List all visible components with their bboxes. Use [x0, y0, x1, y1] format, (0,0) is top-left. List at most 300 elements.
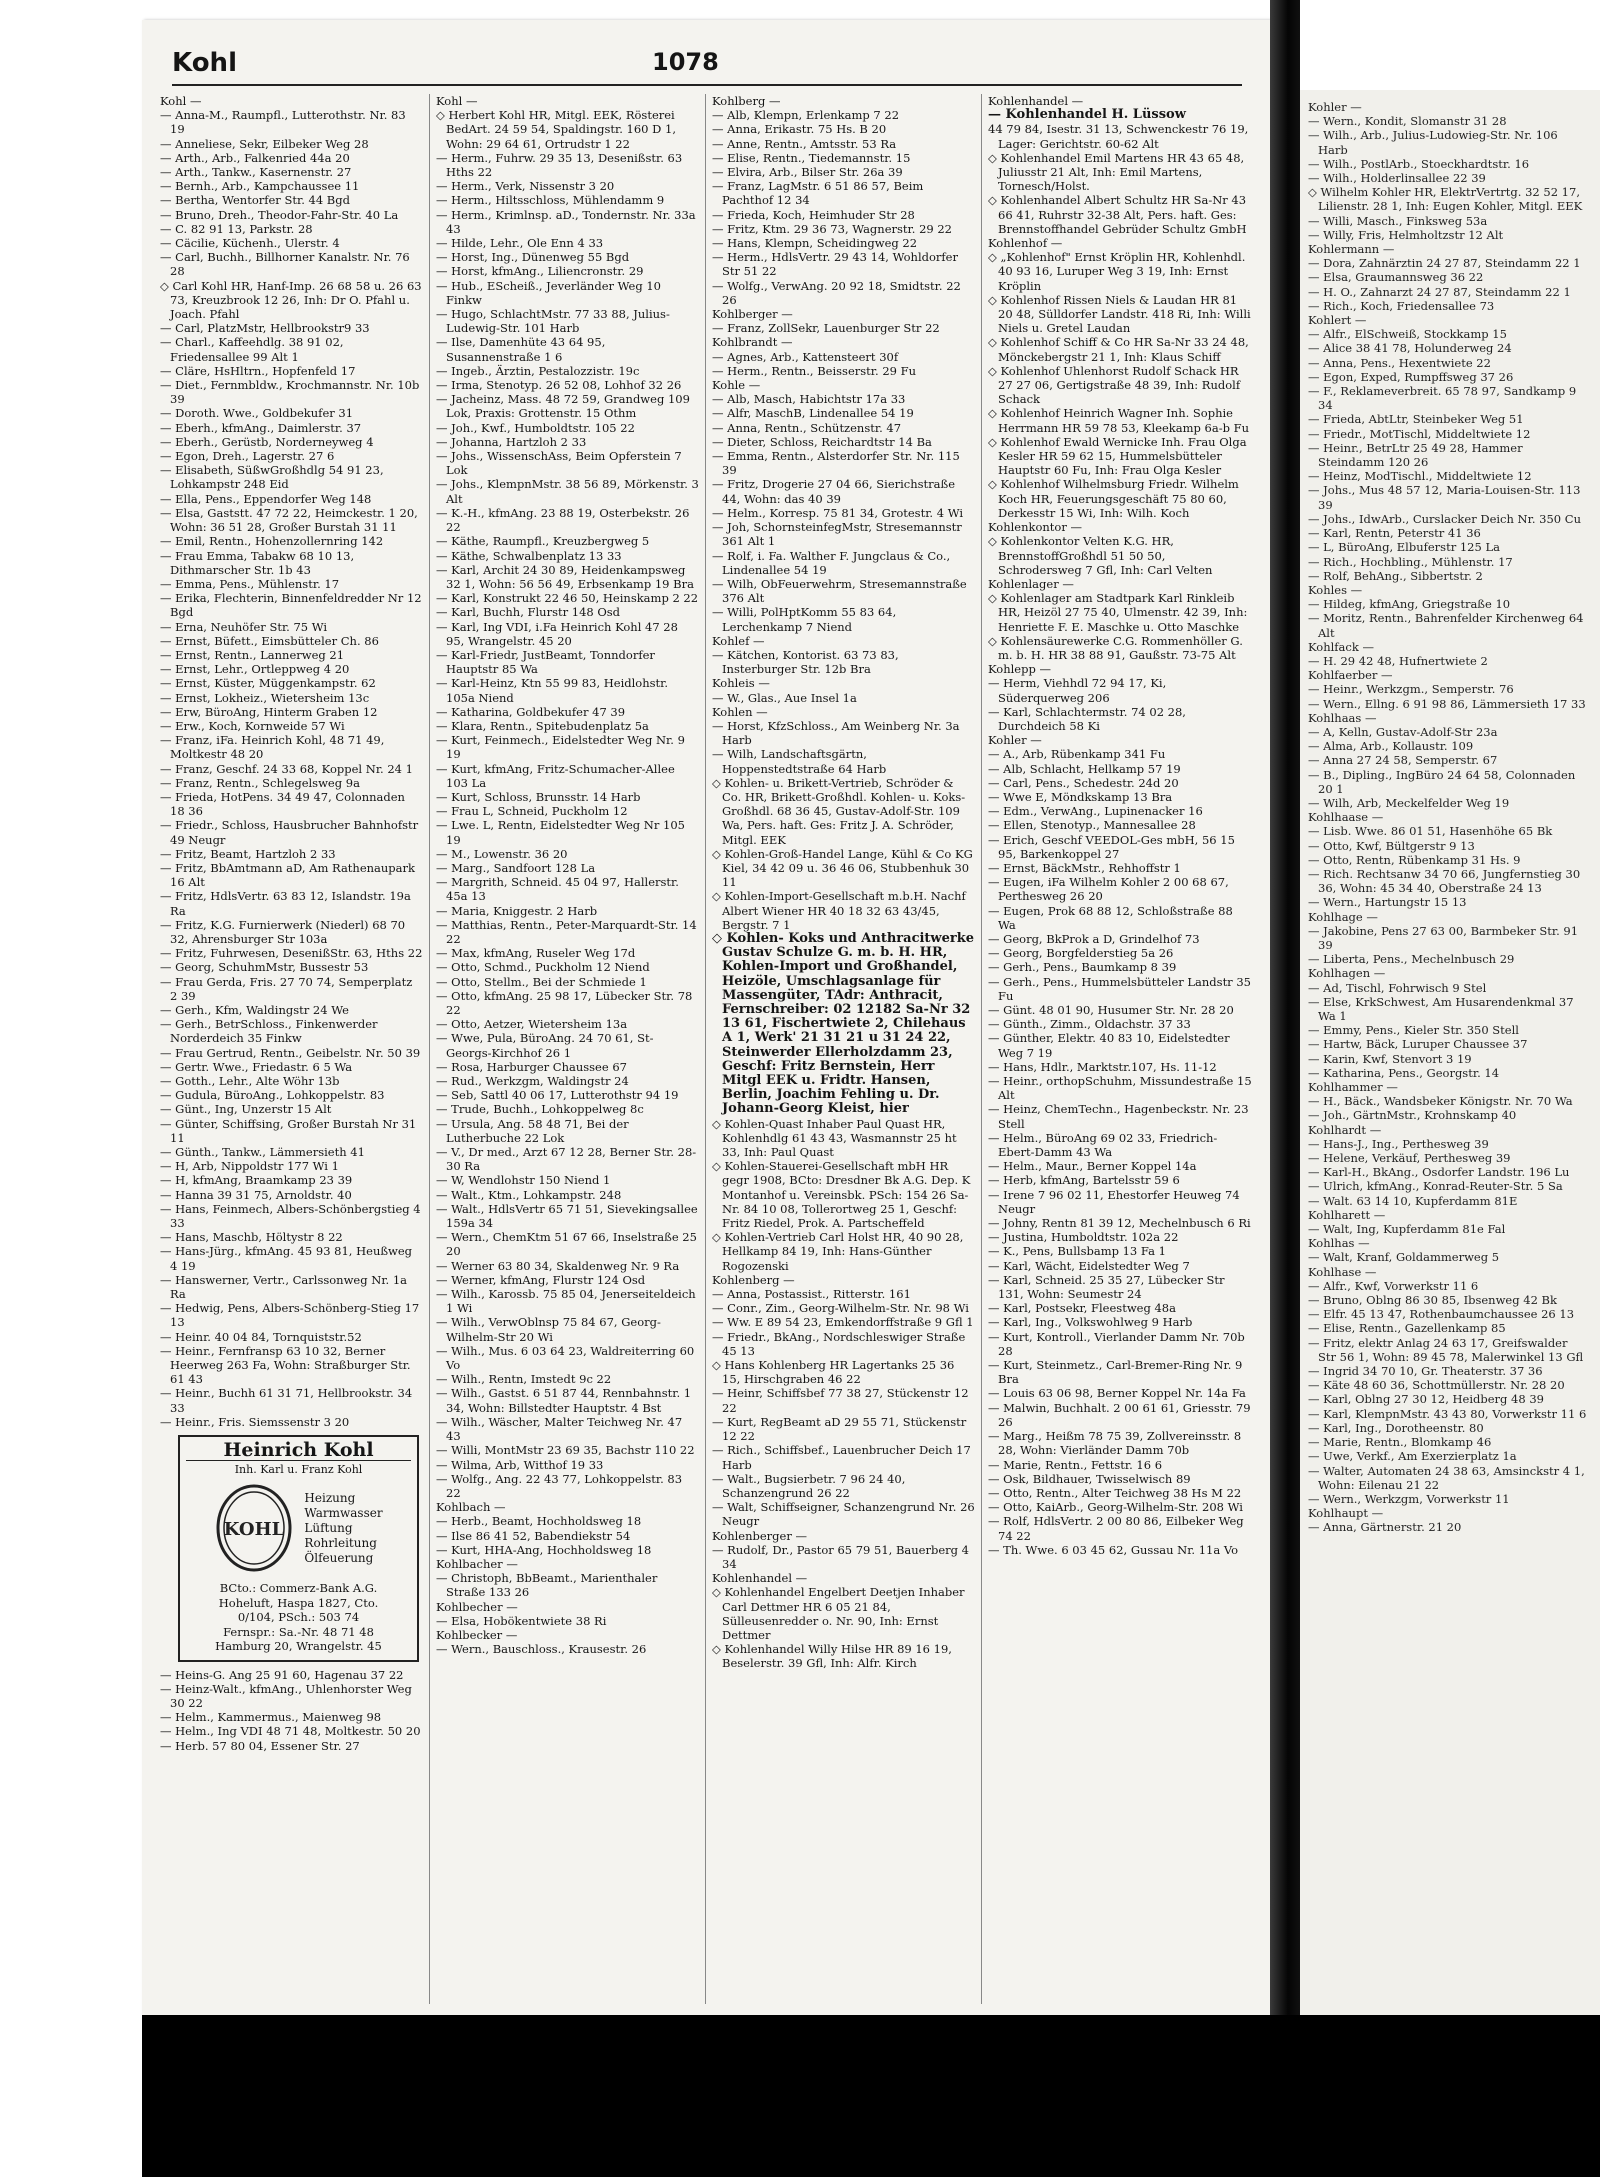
directory-entry: — Ernst, Küster, Müggenkampstr. 62 [160, 676, 376, 691]
directory-entry: — Th. Wwe. 6 03 45 62, Gussau Nr. 11a Vo [988, 1542, 1239, 1557]
directory-entry: — Wilh, ObFeuerwehrm, Stresemannstraße 376 Alt [712, 576, 967, 606]
business-listing: ◇ Kohlenhof Heinrich Wagner Inh. Sophie Herrmann HR 59 78 53, Kleekamp 6a-b Fu [988, 406, 1250, 435]
directory-entry: — Gertr. Wwe., Friedastr. 6 5 Wa [160, 1059, 353, 1074]
ad-bank-line: BCto.: Commerz-Bank A.G. [219, 1581, 378, 1596]
directory-entry: — Osk, Bildhauer, Twisselwisch 89 [988, 1471, 1191, 1486]
ad-service: Heizung [304, 1490, 356, 1505]
directory-entry: — Horst, Ing., Dünenweg 55 Bgd [436, 250, 630, 265]
directory-entry: — Ernst, Rentn., Lannerweg 21 [160, 647, 345, 662]
directory-entry: — F., Reklameverbreit. 65 78 97, Sandkamp 9 34 [1308, 384, 1577, 413]
directory-entry: — Wern., Bauschloss., Krausestr. 26 [436, 1642, 647, 1657]
directory-entry: — Kurt, Schloss, Brunsstr. 14 Harb [436, 789, 641, 804]
surname-heading: Kohlhas — [1308, 1236, 1370, 1251]
directory-entry: — Friedr., MotTischl, Middeltwiete 12 [1308, 426, 1531, 441]
directory-entry: — Ernst, Büfett., Eimsbütteler Ch. 86 [160, 633, 379, 648]
directory-entry: — Doroth. Wwe., Goldbekufer 31 [160, 406, 354, 421]
directory-entry: — Frau Gertrud, Rentn., Geibelstr. Nr. 50 39 [160, 1045, 421, 1060]
directory-entry: — Anna, Erikastr. 75 Hs. B 20 [712, 122, 887, 137]
directory-entry: — Heinr. 40 04 84, Tornquiststr.52 [160, 1329, 362, 1344]
directory-entry: — Karl, Buchh, Flurstr 148 Osd [436, 605, 621, 620]
directory-entry: — H, Arb, Nippoldstr 177 Wi 1 [160, 1159, 339, 1174]
directory-entry: — Heinz, ModTischl., Middeltwiete 12 [1308, 469, 1532, 484]
directory-entry: — Wwe, Pula, BüroAng. 24 70 61, St-Georgs-Kirchhof 26 1 [436, 1031, 654, 1060]
directory-entry: 44 79 84, Isestr. 31 13, Schwenckestr 76 19, Lager: Gerichtstr. 60-62 Alt [988, 122, 1249, 151]
directory-entry: — Liberta, Pens., Mechelnbusch 29 [1308, 952, 1515, 967]
directory-entry: — Karl, Oblng 27 30 12, Heidberg 48 39 [1308, 1392, 1544, 1407]
directory-entry: — Karl, Rentn, Peterstr 41 36 [1308, 526, 1481, 541]
business-listing: ◇ Kohlenhof Wilhelmsburg Friedr. Wilhelm Koch HR, Feuerungsgeschäft 75 80 60, Derkesstr 15 Wi, Inh: Wilh. Koch [988, 477, 1239, 520]
directory-entry: — Heinr., Fernfransp 63 10 32, Berner Heerweg 263 Fa, Wohn: Straßburger Str. 61 43 [160, 1343, 411, 1387]
directory-entry: — Kurt, kfmAng, Fritz-Schumacher-Allee 103 La [436, 761, 675, 790]
ad-logo-row [186, 1483, 411, 1573]
directory-entry: — Eberh., Gerüstb, Norderneyweg 4 [160, 434, 374, 449]
directory-entry: — Katharina, Goldbekufer 47 39 [436, 704, 626, 719]
directory-entry: — Johs., IdwArb., Curslacker Deich Nr. 350 Cu [1308, 511, 1581, 526]
business-listing: ◇ Kohlenhof Ewald Wernicke Inh. Frau Olga Kesler HR 59 62 15, Hummelsbütteler Hauptstr 60 Fu, Inh: Frau Olga Kesler [988, 434, 1247, 478]
directory-entry: — Margrith, Schneid. 45 04 97, Hallerstr. 45a 13 [436, 875, 679, 904]
directory-entry: — Helm., Korresp. 75 81 34, Grotestr. 4 Wi [712, 505, 964, 520]
directory-entry: — Erika, Flechterin, Binnenfeldredder Nr 12 Bgd [160, 591, 422, 620]
directory-entry: — Karl, Schlachtermstr. 74 02 28, Durchdeich 58 Ki [988, 704, 1186, 733]
ad-logo-text: KOHL [224, 1519, 285, 1541]
surname-heading: Kohlhase — [1308, 1264, 1377, 1279]
ad-bank-line: 0/104, PSch.: 503 74 [237, 1610, 360, 1625]
directory-entry: — Johny, Rentn 81 39 12, Mechelnbusch 6 Ri [988, 1216, 1251, 1231]
directory-entry: — Joh, SchornsteinfegMstr, Stresemannstr 361 Alt 1 [712, 520, 962, 549]
surname-heading: Kohlenkontor — [988, 520, 1082, 535]
directory-entry: — K.-H., kfmAng. 23 88 19, Osterbekstr. 26 22 [436, 505, 690, 535]
directory-entry: — Maria, Kniggestr. 2 Harb [436, 903, 598, 918]
directory-entry: — Wilh., Wäscher, Malter Teichweg Nr. 47 43 [436, 1414, 683, 1444]
directory-entry: — Heinr., Fris. Siemssenstr 3 20 [160, 1414, 350, 1429]
scan-margin-bottom [0, 2015, 142, 2177]
business-listing: ◇ Kohlenhof Rissen Niels & Laudan HR 81 20 48, Sülldorfer Landstr. 418 Ri, Inh: Willi Niels u. Gretel Laudan [988, 292, 1251, 336]
directory-entry: — Walter, Automaten 24 38 63, Amsinckstr 4 1, Wohn: Eilenau 21 22 [1308, 1463, 1585, 1492]
business-listing: ◇ Kohlenkontor Velten K.G. HR, BrennstoffGroßhdl 51 50 50, Schrodersweg 7 Gfl, Inh: Carl Velten [988, 534, 1213, 577]
surname-heading: Kohlbacher — [436, 1556, 518, 1571]
directory-entry: — Anna, Gärtnerstr. 21 20 [1308, 1520, 1462, 1535]
directory-entry: — Cläre, HsHltrn., Hopfenfeld 17 [160, 363, 356, 378]
directory-entry: — Karl, Postsekr, Fleestweg 48a [988, 1301, 1176, 1316]
directory-entry: — Wwe E, Möndkskamp 13 Bra [988, 789, 1173, 804]
directory-entry: — Günt., Ing, Unzerstr 15 Alt [160, 1102, 332, 1117]
kohl-logo-icon [214, 1483, 294, 1573]
ad-bank-line: Hamburg 20, Wrangelstr. 45 [215, 1639, 382, 1654]
directory-entry: — Wilh., Rentn, Imstedt 9c 22 [436, 1372, 612, 1387]
directory-entry: — Uwe, Verkf., Am Exerzierplatz 1a [1308, 1449, 1517, 1464]
directory-entry: — Hildeg, kfmAng, Griegstraße 10 [1308, 597, 1511, 612]
directory-entry: — Anna, Pens., Hexentwiete 22 [1308, 355, 1491, 370]
directory-entry: — Elvira, Arb., Bilser Str. 26a 39 [712, 165, 903, 180]
directory-entry: — Horst, KfzSchloss., Am Weinberg Nr. 3a Harb [712, 718, 960, 748]
directory-entry: — Wilh, Arb, Meckelfelder Weg 19 [1308, 795, 1510, 810]
directory-entry: — Werner, kfmAng, Flurstr 124 Osd [436, 1272, 646, 1287]
directory-entry: — Ursula, Ang. 58 48 71, Bei der Lutherbuche 22 Lok [436, 1116, 629, 1145]
directory-entry: — Ingeb., Ärztin, Pestalozzistr. 19c [436, 363, 640, 378]
ad-title: Heinrich Kohl [186, 1443, 411, 1461]
business-listing: ◇ Kohlenhandel Engelbert Deetjen Inhaber Carl Dettmer HR 6 05 21 84, Sülleusenredder o. Nr. 90, Inh: Ernst Dettmer [712, 1585, 965, 1642]
directory-entry: — Jacheinz, Mass. 48 72 59, Grandweg 109 Lok, Praxis: Grottenstr. 15 Othm [436, 392, 690, 421]
directory-entry: — Rich., Schiffsbef., Lauenbrucher Deich 17 Harb [712, 1443, 971, 1472]
directory-entry: — Trude, Buchh., Lohkoppelweg 8c [436, 1102, 644, 1117]
directory-entry: — Kurt, HHA-Ang, Hochholdsweg 18 [436, 1542, 652, 1557]
directory-entry: — Kurt, Steinmetz., Carl-Bremer-Ring Nr. 9 Bra [988, 1358, 1243, 1387]
directory-entry: — Heins-G. Ang 25 91 60, Hagenau 37 22 [160, 1667, 404, 1682]
business-listing: ◇ Kohlenhandel Willy Hilse HR 89 16 19, Beselerstr. 39 Gfl, Inh: Alfr. Kirch [712, 1642, 952, 1671]
directory-entry: — Kätchen, Kontorist. 63 73 83, Insterburger Str. 12b Bra [712, 647, 899, 677]
directory-entry: — A, Kelln, Gustav-Adolf-Str 23a [1308, 724, 1498, 739]
surname-heading: Kohlenhandel — [988, 94, 1084, 108]
directory-entry: — Johs., WissenschAss, Beim Opferstein 7 Lok [436, 449, 682, 478]
directory-entry: — Bruno, Oblng 86 30 85, Ibsenweg 42 Bk [1308, 1293, 1557, 1308]
directory-entry: — Käte 48 60 36, Schottmüllerstr. Nr. 28 20 [1308, 1378, 1565, 1393]
directory-entry: — Alfr, MaschB, Lindenallee 54 19 [712, 406, 914, 421]
directory-entry: — Egon, Dreh., Lagerstr. 27 6 [160, 449, 335, 464]
directory-entry: — Helm., BüroAng 69 02 33, Friedrich-Ebert-Damm 43 Wa [988, 1130, 1218, 1160]
directory-entry: — Walt, Kranf, Goldammerweg 5 [1308, 1250, 1500, 1265]
business-listing: ◇ Carl Kohl HR, Hanf-Imp. 26 68 58 u. 26 63 73, Kreuzbrook 12 26, Inh: Dr O. Pfahl u. Joach. Pfahl [160, 278, 422, 322]
directory-column-3 [706, 94, 982, 2004]
directory-entry: — Erich, Geschf VEEDOL-Ges mbH, 56 15 95, Barkenkoppel 27 [988, 832, 1235, 861]
directory-entry: — Ingrid 34 70 10, Gr. Theaterstr. 37 36 [1308, 1364, 1543, 1379]
directory-entry: — Hanna 39 31 75, Arnoldstr. 40 [160, 1187, 352, 1202]
directory-entry: — Anneliese, Sekr, Eilbeker Weg 28 [160, 136, 369, 151]
directory-entry: — Günth., Zimm., Oldachstr. 37 33 [988, 1017, 1191, 1032]
directory-entry: — Heinr., BetrLtr 25 49 28, Hammer Steindamm 120 26 [1308, 440, 1523, 470]
directory-entry: — Anna, Postassist., Ritterstr. 161 [712, 1287, 911, 1302]
ad-service: Lüftung [304, 1520, 353, 1535]
directory-entry: — Wern., Hartungstr 15 13 [1308, 895, 1467, 910]
directory-entry: — Ad, Tischl, Fohrwisch 9 Stel [1308, 980, 1487, 995]
directory-entry: — Cäcilie, Küchenh., Ulerstr. 4 [160, 236, 340, 251]
surname-heading: Kohlberg — [712, 94, 781, 108]
directory-entry: — Ulrich, kfmAng., Konrad-Reuter-Str. 5 Sa [1308, 1179, 1563, 1194]
directory-entry: — Hedwig, Pens, Albers-Schönberg-Stieg 17 13 [160, 1301, 420, 1330]
business-listing: ◇ Kohlenlager am Stadtpark Karl Rinkleib HR, Heizöl 27 75 40, Ulmenstr. 42 39, Inh: Henriette F. E. Maschke u. Otto Maschke [988, 591, 1248, 634]
directory-entry: — Irma, Stenotyp. 26 52 08, Lohhof 32 26 [436, 378, 682, 393]
directory-entry: — Willi, MontMstr 23 69 35, Bachstr 110 22 [436, 1443, 695, 1458]
surname-heading: Kohlermann — [1308, 242, 1395, 257]
business-listing: ◇ Kohlen-Import-Gesellschaft m.b.H. Nachf Albert Wiener HR 40 18 32 63 43/45, Bergstr. 7 1 [712, 889, 966, 932]
directory-entry: — Erw., Koch, Kornweide 57 Wi [160, 718, 345, 733]
directory-entry: — Walt, Ing, Kupferdamm 81e Fal [1308, 1222, 1506, 1237]
surname-heading: Kohlhaas — [1308, 710, 1377, 725]
directory-entry: — Klara, Rentn., Spitebudenplatz 5a [436, 718, 649, 733]
directory-entry: — Karl, Konstrukt 22 46 50, Heinskamp 2 22 [436, 591, 699, 606]
directory-entry: — Fritz, K.G. Furnierwerk (Niederl) 68 70 32, Ahrensburger Str 103a [160, 917, 406, 946]
directory-column-2 [430, 94, 706, 2004]
directory-entry: — Rolf, HdlsVertr. 2 00 80 86, Eilbeker Weg 74 22 [988, 1514, 1244, 1543]
directory-page-right [1300, 90, 1600, 2020]
directory-entry: — Kurt, Feinmech., Eidelstedter Weg Nr. 9 19 [436, 733, 685, 762]
business-listing: ◇ Kohlen- Koks und Anthracitwerke Gustav Schulze G. m. b. H. HR, Kohlen-Import und Großhandel, Heizöle, Umschlagsanlage für Massengüter, TAdr: Anthracit, Fernschreiber: 02 12182 Sa-Nr 32 13 61, Fischertwiete 2, Chilehaus A 1, Werk' 21 31 21 u 31 24 22, Steinwerder Ellerholzdamm 23, Geschf: Fritz Bernstein, Herr Mitgl EEK u. Fridtr. Hansen, Berlin, Joachim Fehling u. Dr. Johann-Georg Kleist, hier [712, 930, 975, 1117]
surname-heading: Kohlhaase — [1308, 810, 1384, 825]
directory-entry: — Walt. 63 14 10, Kupferdamm 81E [1308, 1193, 1518, 1208]
directory-entry: — Frieda, HotPens. 34 49 47, Colonnaden 18 36 [160, 789, 405, 819]
directory-entry: — Wilh, Landschaftsgärtn, Hoppenstedtstraße 64 Harb [712, 747, 887, 776]
directory-entry: — Rosa, Harburger Chaussee 67 [436, 1059, 627, 1074]
directory-entry: — Wilh., Arb., Julius-Ludowieg-Str. Nr. 106 Harb [1308, 128, 1558, 157]
surname-heading: Kohl — [436, 94, 478, 108]
surname-heading: Kohlharett — [1308, 1207, 1386, 1222]
directory-entry: — Emmy, Pens., Kieler Str. 350 Stell [1308, 1023, 1519, 1038]
directory-entry: — Herb. 57 80 04, Essener Str. 27 [160, 1738, 360, 1753]
business-listing: ◇ Kohlenhof Schiff & Co HR Sa-Nr 33 24 48, Mönckebergstr 21 1, Inh: Klaus Schiff [988, 335, 1249, 364]
directory-entry: — Wolfg., Ang. 22 43 77, Lohkoppelstr. 83 22 [436, 1471, 683, 1500]
directory-entry: — Friedr., BkAng., Nordschleswiger Straße 45 13 [712, 1329, 966, 1358]
directory-entry: — Gerh., Pens., Hummelsbütteler Landstr 35 Fu [988, 974, 1251, 1003]
directory-entry: — Heinr., orthopSchuhm, Missundestraße 15 Alt [988, 1074, 1252, 1103]
business-listing: ◇ Kohlenhof Uhlenhorst Rudolf Schack HR 27 27 06, Gertigstraße 48 39, Inh: Rudolf Schack [988, 363, 1241, 407]
directory-entry: — Wilh., Mus. 6 03 64 23, Waldreiterring 60 Vo [436, 1343, 695, 1373]
directory-entry: — Anne, Rentn., Amtsstr. 53 Ra [712, 136, 897, 151]
directory-column-1 [154, 94, 430, 2004]
surname-heading: Kohlenberger — [712, 1528, 807, 1543]
directory-entry: — Otto, Aetzer, Wietersheim 13a [436, 1017, 628, 1032]
directory-entry: — Franz, ZollSekr, Lauenburger Str 22 [712, 321, 940, 336]
directory-entry: — Gerh., BetrSchloss., Finkenwerder Norderdeich 35 Finkw [160, 1017, 378, 1046]
directory-entry: — Christoph, BbBeamt., Marienthaler Straße 133 26 [436, 1571, 658, 1600]
business-listing: ◇ Kohlen-Stauerei-Gesellschaft mbH HR gegr 1908, BCto: Dresdner Bk A.G. Dep. K Montanhof u. Vereinsbk. PSch: 154 26 Sa-Nr. 84 10 08, Tollerortweg 25 1, Geschf: Fritz Riedel, Prok. A. Partscheffeld [712, 1159, 971, 1231]
directory-entry: — Wern., Ellng. 6 91 98 86, Lämmersieth 17 33 [1308, 696, 1586, 711]
business-listing: ◇ Kohlen-Quast Inhaber Paul Quast HR, Kohlenhdlg 61 43 43, Wasmannstr 25 ht 33, Inh: Paul Quast [712, 1116, 957, 1160]
directory-entry: — Marg., Heißm 78 75 39, Zollvereinsstr. 8 28, Wohn: Vierländer Damm 70b [988, 1429, 1242, 1458]
directory-entry: — Frau L, Schneid, Puckholm 12 [436, 804, 628, 819]
directory-entry: — Frau Gerda, Fris. 27 70 74, Semperplatz 2 39 [160, 974, 413, 1003]
directory-entry: — Wilh., VerwOblnsp 75 84 67, Georg-Wilhelm-Str 20 Wi [436, 1315, 661, 1344]
directory-columns [154, 94, 1258, 2004]
business-listing: ◇ Kohlensäurewerke C.G. Rommenhöller G. m. b. H. HR 38 88 91, Gaußstr. 73-75 Alt [988, 633, 1243, 662]
directory-entry: — Bertha, Wentorfer Str. 44 Bgd [160, 193, 350, 208]
directory-entry: — Karl, Ing VDI, i.Fa Heinrich Kohl 47 28 95, Wrangelstr. 45 20 [436, 619, 678, 648]
directory-entry: — Karl-H., BkAng., Osdorfer Landstr. 196 Lu [1308, 1165, 1570, 1180]
directory-entry: — Hans-Jürg., kfmAng. 45 93 81, Heußweg 4 19 [160, 1244, 413, 1273]
directory-entry: — Wilh., PostlArb., Stoeckhardtstr. 16 [1308, 156, 1530, 171]
directory-entry: — Elfr. 45 13 47, Rothenbaumchaussee 26 13 [1308, 1307, 1575, 1322]
scan-background [0, 2015, 1600, 2177]
directory-entry: — Karl, Schneid. 25 35 27, Lübecker Str 131, Wohn: Seumestr 24 [988, 1272, 1225, 1302]
directory-entry: — Wolfg., VerwAng. 20 92 18, Smidtstr. 22 26 [712, 278, 961, 307]
directory-entry: — H., Bäck., Wandsbeker Königstr. Nr. 70 Wa [1308, 1094, 1573, 1109]
ad-service: Ölfeuerung [304, 1550, 374, 1565]
surname-heading: Kohlef — [712, 633, 765, 648]
directory-entry: — Fritz, Ktm. 29 36 73, Wagnerstr. 29 22 [712, 221, 952, 236]
directory-entry: — Lisb. Wwe. 86 01 51, Hasenhöhe 65 Bk [1308, 824, 1553, 839]
directory-entry: — Willi, PolHptKomm 55 83 64, Lerchenkamp 7 Niend [712, 605, 897, 634]
directory-entry: — Franz, LagMstr. 6 51 86 57, Beim Pachthof 12 34 [712, 179, 924, 208]
directory-entry: — Eugen, Prok 68 88 12, Schloßstraße 88 Wa [988, 903, 1233, 932]
surname-heading: Kohleis — [712, 676, 770, 691]
directory-entry: — Diet., Fernmbldw., Krochmannstr. Nr. 10b 39 [160, 378, 420, 407]
ad-bank-line: Fernspr.: Sa.-Nr. 48 71 48 [223, 1624, 374, 1639]
surname-heading: Kohlhagen — [1308, 966, 1386, 981]
directory-entry: — Otto, Rentn, Rübenkamp 31 Hs. 9 [1308, 852, 1521, 867]
directory-entry: — Fritz, BbAmtmann aD, Am Rathenaupark 16 Alt [160, 860, 415, 890]
directory-entry: — Carl, PlatzMstr, Hellbrookstr9 33 [160, 321, 370, 336]
directory-entry: — Herb, kfmAng, Bartelsstr 59 6 [988, 1173, 1180, 1188]
directory-column-4 [982, 94, 1258, 2004]
directory-entry: — Alma, Arb., Kollaustr. 109 [1308, 739, 1474, 754]
directory-entry: — Heinr., Werkzgm., Semperstr. 76 [1308, 682, 1514, 697]
directory-entry: — Otto, Kwf, Bültgerstr 9 13 [1308, 838, 1475, 853]
directory-entry: — Hans, Feinmech, Albers-Schönbergstieg 4 33 [160, 1201, 421, 1231]
directory-entry: — Justina, Humboldtstr. 102a 22 [988, 1230, 1179, 1245]
surname-heading: Kohlbrandt — [712, 335, 793, 350]
directory-entry: — Anna-M., Raumpfl., Lutterothstr. Nr. 83 19 [160, 108, 406, 137]
ad-bank-details [186, 1581, 411, 1654]
directory-entry: — M., Lowenstr. 36 20 [436, 846, 568, 861]
directory-entry: — Kurt, Kontroll., Vierlander Damm Nr. 70b 28 [988, 1329, 1245, 1358]
directory-entry: — Johs., Mus 48 57 12, Maria-Louisen-Str. 113 39 [1308, 483, 1581, 512]
directory-entry: — Wilh., Gastst. 6 51 87 44, Rennbahnstr. 1 34, Wohn: Billstedter Hauptstr. 4 Bst [436, 1386, 692, 1415]
surname-heading: Kohlenberg — [712, 1272, 795, 1287]
directory-entry: — Horst, kfmAng., Liliencronstr. 29 [436, 264, 644, 279]
directory-entry: — Elsa, Hobökentwiete 38 Ri [436, 1613, 607, 1628]
directory-entry: — Emma, Rentn., Alsterdorfer Str. Nr. 115 39 [712, 449, 960, 478]
directory-entry: — Moritz, Rentn., Bahrenfelder Kirchenweg 64 Alt [1308, 611, 1584, 640]
directory-entry: — Frau Emma, Tabakw 68 10 13, Dithmarscher Str. 1b 43 [160, 548, 355, 577]
directory-entry: — Wilh., Holderlinsallee 22 39 [1308, 171, 1486, 186]
directory-entry: — Alb, Klempn, Erlenkamp 7 22 [712, 108, 900, 123]
surname-heading: Kohler — [988, 733, 1042, 748]
business-listing: ◇ Kohlen-Vertrieb Carl Holst HR, 40 90 28, Hellkamp 84 19, Inh: Hans-Günther Rogozenski [712, 1230, 964, 1273]
directory-entry: — Franz, iFa. Heinrich Kohl, 48 71 49, Moltkestr 48 20 [160, 733, 385, 762]
surname-heading: Kohler — [1308, 100, 1362, 114]
directory-entry: — Franz, Geschf. 24 33 68, Koppel Nr. 24 1 [160, 761, 413, 776]
directory-entry: — Dora, Zahnärztin 24 27 87, Steindamm 22 1 [1308, 256, 1581, 271]
directory-entry: — Max, kfmAng, Ruseler Weg 17d [436, 946, 636, 961]
directory-entry: — Rich. Rechtsanw 34 70 66, Jungfernstieg 30 36, Wohn: 45 34 40, Oberstraße 24 13 [1308, 866, 1581, 896]
directory-entry: — Edm., VerwAng., Lupinenacker 16 [988, 804, 1203, 819]
directory-entry: — Anna, Rentn., Schützenstr. 47 [712, 420, 902, 435]
directory-entry: — Otto, KaiArb., Georg-Wilhelm-Str. 208 Wi [988, 1500, 1243, 1515]
directory-entry: — Ilse 86 41 52, Babendiekstr 54 [436, 1528, 631, 1543]
surname-heading: Kohlenhandel — [712, 1571, 808, 1586]
directory-entry: — Helm., Kammermus., Maienweg 98 [160, 1710, 382, 1725]
directory-entry: — Günther, Elektr. 40 83 10, Eidelstedter Weg 7 19 [988, 1031, 1230, 1060]
directory-entry: — Karl, Archit 24 30 89, Heidenkampsweg 32 1, Wohn: 56 56 49, Erbsenkamp 19 Bra [436, 562, 694, 591]
book-gutter [1270, 0, 1300, 2040]
directory-entry: — Alfr., Kwf, Vorwerkstr 11 6 [1308, 1278, 1479, 1293]
directory-entry: — L, BüroAng, Elbuferstr 125 La [1308, 540, 1500, 555]
directory-entry: — C. 82 91 13, Parkstr. 28 [160, 221, 313, 236]
directory-entry: — Helm., Maur., Berner Koppel 14a [988, 1159, 1197, 1174]
directory-entry: — Elisabeth, SüßwGroßhdlg 54 91 23, Lohkampstr 248 Eid [160, 463, 384, 492]
surname-heading: Kohlenhof — [988, 236, 1063, 251]
page-header-name: Kohl [172, 48, 237, 78]
directory-entry: — B., Dipling., IngBüro 24 64 58, Colonnaden 20 1 [1308, 767, 1576, 796]
business-listing: ◇ „Kohlenhof" Ernst Kröplin HR, Kohlenhdl. 40 93 16, Luruper Weg 3 19, Inh: Ernst Kröplin [988, 250, 1246, 293]
directory-entry: — Arth., Arb., Falkenried 44a 20 [160, 150, 350, 165]
business-listing: ◇ Kohlenhandel Albert Schultz HR Sa-Nr 43 66 41, Ruhrstr 32-38 Alt, Pers. haft. Ges: Brennstoffhandel Gebrüder Schultz GmbH [988, 193, 1247, 236]
directory-entry: — Karl, Ing., Volkswohlweg 9 Harb [988, 1315, 1193, 1330]
surname-heading: Kohlfack — [1308, 639, 1374, 654]
page-header [172, 38, 1242, 86]
directory-entry: — Ilse, Damenhüte 43 64 95, Susannenstraße 1 6 [436, 335, 606, 364]
directory-entry: — Eugen, iFa Wilhelm Kohler 2 00 68 67, Perthesweg 26 20 [988, 875, 1229, 904]
directory-entry: — Franz, Rentn., Schlegelsweg 9a [160, 775, 360, 790]
directory-entry: — Matthias, Rentn., Peter-Marquardt-Str. 14 22 [436, 917, 697, 946]
directory-entry: — Emil, Rentn., Hohenzollernring 142 [160, 534, 384, 549]
surname-heading: Kohlhardt — [1308, 1122, 1382, 1137]
directory-entry: — Fritz, elektr Anlag 24 63 17, Greifswalder Str 56 1, Wohn: 89 45 78, Malerwinkel 13 Gfl [1308, 1335, 1584, 1364]
directory-entry: — Willi, Masch., Finksweg 53a [1308, 213, 1488, 228]
ad-subtitle: Inh. Karl u. Franz Kohl [234, 1463, 363, 1477]
directory-entry: — Frieda, Koch, Heimhuder Str 28 [712, 207, 915, 222]
directory-entry: — Kurt, RegBeamt aD 29 55 71, Stückenstr 12 22 [712, 1414, 967, 1444]
directory-entry: — Heinz, ChemTechn., Hagenbeckstr. Nr. 23 Stell [988, 1102, 1249, 1131]
directory-entry: — Alb, Masch, Habichtstr 17a 33 [712, 392, 906, 407]
directory-column-right-page [1308, 100, 1588, 1535]
directory-entry: — Malwin, Buchhalt. 2 00 61 61, Griesstr. 79 26 [988, 1400, 1251, 1429]
directory-entry: — Alice 38 41 78, Holunderweg 24 [1308, 341, 1512, 356]
directory-entry: — Carl, Pens., Schedestr. 24d 20 [988, 775, 1179, 790]
directory-entry: — Walt., Bugsierbetr. 7 96 24 40, Schanzengrund 26 22 [712, 1471, 906, 1500]
directory-entry: — Johanna, Hartzloh 2 33 [436, 434, 587, 449]
directory-entry: — H, kfmAng, Braamkamp 23 39 [160, 1173, 353, 1188]
surname-heading: Kohlert — [1308, 313, 1367, 328]
directory-entry: — Johs., KlempnMstr. 38 56 89, Mörkenstr. 3 Alt [436, 477, 699, 506]
directory-entry: — Helene, Verkäuf, Perthesweg 39 [1308, 1151, 1511, 1166]
directory-entry: — Hans, Hdlr., Marktstr.107, Hs. 11-12 [988, 1059, 1217, 1074]
directory-entry: — Elsa, Gaststt. 47 72 22, Heimckestr. 1 20, Wohn: 36 51 28, Großer Burstah 31 11 [160, 505, 418, 535]
surname-heading: Kohlen — [712, 704, 768, 719]
directory-entry: — Wern., Werkzgm, Vorwerkstr 11 [1308, 1491, 1510, 1506]
directory-entry: — W, Wendlohstr 150 Niend 1 [436, 1173, 611, 1188]
business-listing: ◇ Wilhelm Kohler HR, ElektrVertrtg. 32 52 17, Lilienstr. 28 1, Inh: Eugen Kohler, Mitgl. EEK [1308, 185, 1583, 214]
directory-entry: — Erna, Neuhöfer Str. 75 Wi [160, 619, 328, 634]
business-listing: ◇ Hans Kohlenberg HR Lagertanks 25 36 15, Hirschgraben 46 22 [712, 1358, 955, 1387]
directory-entry: — Karin, Kwf, Stenvort 3 19 [1308, 1051, 1472, 1066]
directory-entry: — Werner 63 80 34, Skaldenweg Nr. 9 Ra [436, 1258, 680, 1273]
directory-entry: — Hans, Klempn, Scheidingweg 22 [712, 236, 918, 251]
directory-entry: — Else, KrkSchwest, Am Husarendenkmal 37 Wa 1 [1308, 994, 1574, 1023]
directory-entry: — Jakobine, Pens 27 63 00, Barmbeker Str. 91 39 [1308, 923, 1579, 952]
directory-entry: — Herm., Hiltsschloss, Mühlendamm 9 [436, 193, 665, 208]
surname-heading: Kohlbach — [436, 1500, 506, 1515]
directory-entry: — Irene 7 96 02 11, Ehestorfer Heuweg 74 Neugr [988, 1187, 1240, 1216]
directory-entry: — Hans, Maschb, Höltystr 8 22 [160, 1230, 343, 1245]
ad-bank-line: Hoheluft, Haspa 1827, Cto. [218, 1595, 379, 1610]
surname-heading: Kohlhammer — [1308, 1080, 1398, 1095]
directory-entry: — W., Glas., Aue Insel 1a [712, 690, 857, 705]
directory-entry: — Marie, Rentn., Blomkamp 46 [1308, 1435, 1492, 1450]
directory-entry: — Wern., ChemKtm 51 67 66, Inselstraße 25 20 [436, 1230, 697, 1259]
directory-entry: — Seb, Sattl 40 06 17, Lutterothstr 94 19 [436, 1088, 679, 1103]
directory-entry: — Katharina, Pens., Georgstr. 14 [1308, 1065, 1500, 1080]
directory-entry: — Joh., GärtnMstr., Krohnskamp 40 [1308, 1108, 1517, 1123]
directory-entry: — Otto, Rentn., Alter Teichweg 38 Hs M 22 [988, 1485, 1242, 1500]
ad-service: Warmwasser [304, 1505, 383, 1520]
directory-entry: — Günt. 48 01 90, Husumer Str. Nr. 28 20 [988, 1003, 1234, 1017]
directory-entry: — Hilde, Lehr., Ole Enn 4 33 [436, 236, 604, 251]
directory-entry: — Wilma, Arb, Witthof 19 33 [436, 1457, 604, 1472]
directory-entry: — Ww. E 89 54 23, Emkendorffstraße 9 Gfl 1 [712, 1315, 974, 1330]
directory-entry: — Helm., Ing VDI 48 71 48, Moltkestr. 50 20 [160, 1724, 421, 1739]
directory-entry: — Elise, Rentn., Gazellenkamp 85 [1308, 1321, 1506, 1336]
directory-entry: — Fritz, Drogerie 27 04 66, Sierichstraße 44, Wohn: das 40 39 [712, 477, 956, 506]
surname-heading: Kohle — [712, 378, 761, 393]
directory-entry: — A., Arb, Rübenkamp 341 Fu [988, 747, 1166, 762]
directory-entry: — Hartw, Bäck, Luruper Chaussee 37 [1308, 1037, 1528, 1052]
directory-entry: — Rich., Koch, Friedensallee 73 [1308, 298, 1495, 313]
directory-entry: — Elsa, Graumannsweg 36 22 [1308, 270, 1484, 285]
directory-entry: — Dieter, Schloss, Reichardtstr 14 Ba [712, 434, 932, 449]
directory-entry: — Gerh., Kfm, Waldingstr 24 We [160, 1003, 349, 1017]
directory-entry: — Walt, Schiffseigner, Schanzengrund Nr. 26 Neugr [712, 1500, 975, 1529]
surname-heading: Kohlepp — [988, 662, 1051, 677]
directory-entry: — Karl, Ing., Dorotheenstr. 80 [1308, 1420, 1484, 1435]
